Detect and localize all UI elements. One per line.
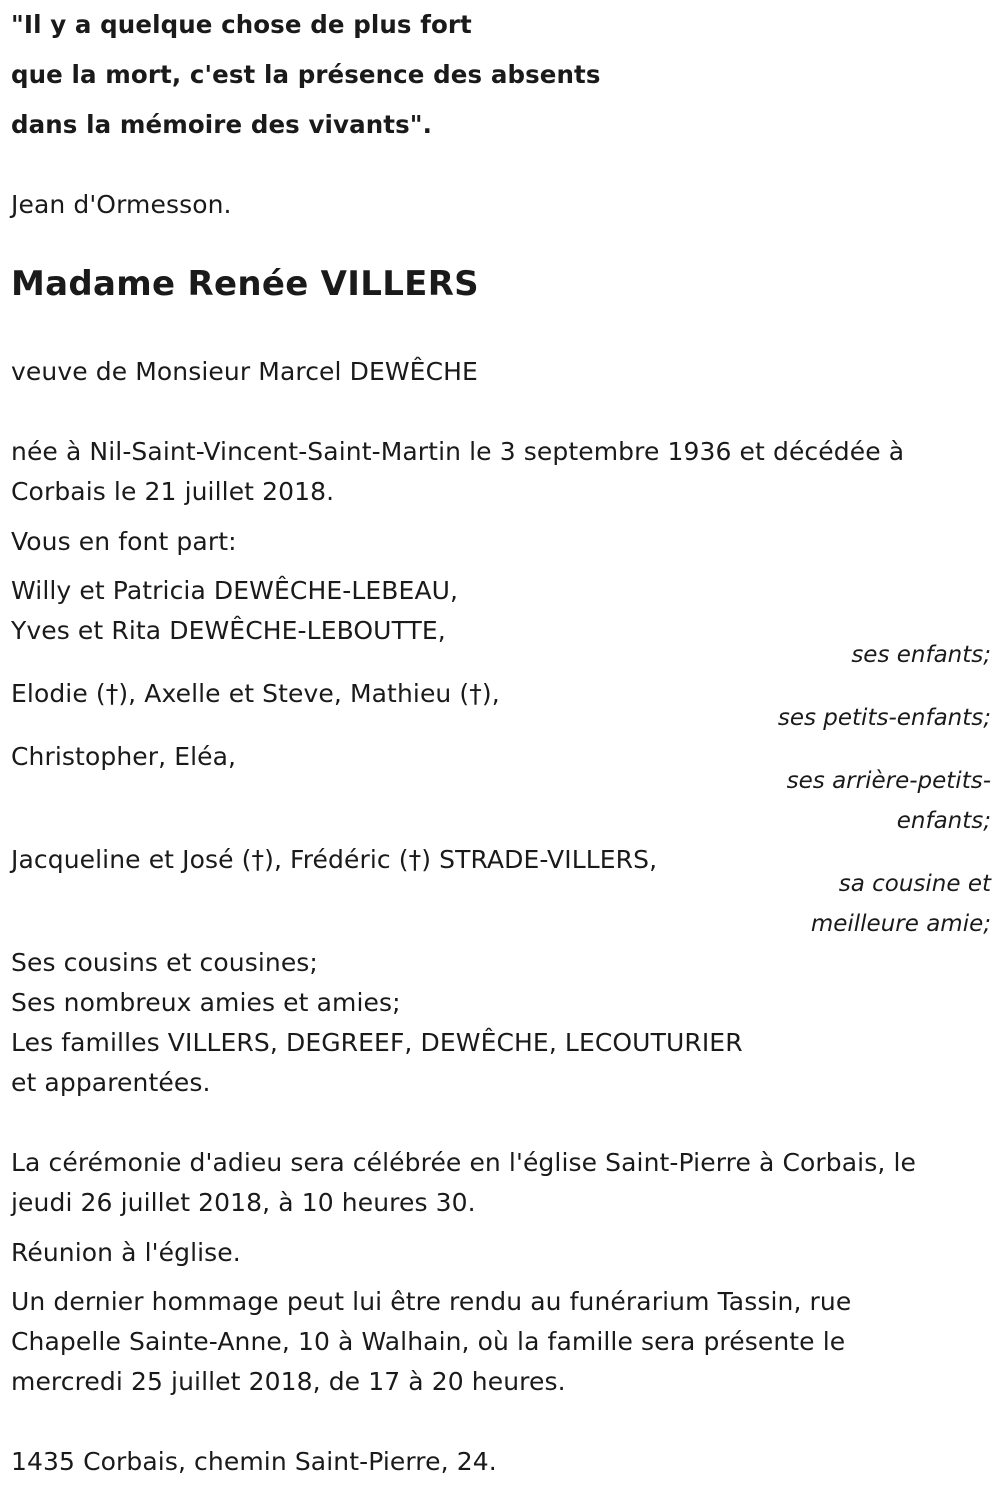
tribute-line-2: Chapelle Sainte-Anne, 10 à Walhain, où la famille sera présente le xyxy=(11,1327,846,1356)
tribute-line-3: mercredi 25 juillet 2018, de 17 à 20 heures. xyxy=(11,1367,566,1396)
children-line-1: Willy et Patricia DEWÊCHE-LEBEAU, xyxy=(11,576,459,605)
great-grandchildren-role-line-1: ses arrière-petits- xyxy=(786,768,991,794)
others-line-2: Ses nombreux amies et amies; xyxy=(11,988,401,1017)
children-role: ses enfants; xyxy=(851,642,991,668)
birth-death-line-1: née à Nil-Saint-Vincent-Saint-Martin le 3 septembre 1936 et décédée à xyxy=(11,437,905,466)
address-line: 1435 Corbais, chemin Saint-Pierre, 24. xyxy=(11,1447,497,1476)
grandchildren-role: ses petits-enfants; xyxy=(777,705,991,731)
deceased-name: Madame Renée VILLERS xyxy=(11,264,479,304)
quote-line-2: que la mort, c'est la présence des absents xyxy=(11,60,601,89)
quote-line-3: dans la mémoire des vivants". xyxy=(11,110,433,139)
birth-death-line-2: Corbais le 21 juillet 2018. xyxy=(11,477,335,506)
cousin-line: Jacqueline et José (†), Frédéric (†) STRADE-VILLERS, xyxy=(11,845,658,874)
ceremony-line-2: jeudi 26 juillet 2018, à 10 heures 30. xyxy=(11,1188,476,1217)
great-grandchildren-role-line-2: enfants; xyxy=(896,808,991,834)
others-line-4: et apparentées. xyxy=(11,1068,211,1097)
spouse-line: veuve de Monsieur Marcel DEWÊCHE xyxy=(11,357,478,386)
children-line-2: Yves et Rita DEWÊCHE-LEBOUTTE, xyxy=(11,616,446,645)
announcement-intro: Vous en font part: xyxy=(11,527,237,556)
others-line-3: Les familles VILLERS, DEGREEF, DEWÊCHE, LECOUTURIER xyxy=(11,1028,743,1057)
quote-author: Jean d'Ormesson. xyxy=(11,190,232,219)
others-line-1: Ses cousins et cousines; xyxy=(11,948,318,977)
ceremony-line-1: La cérémonie d'adieu sera célébrée en l'église Saint-Pierre à Corbais, le xyxy=(11,1148,916,1177)
tribute-line-1: Un dernier hommage peut lui être rendu au funérarium Tassin, rue xyxy=(11,1287,852,1316)
cousin-role-line-1: sa cousine et xyxy=(838,871,991,897)
great-grandchildren-line: Christopher, Eléa, xyxy=(11,742,237,771)
grandchildren-line: Elodie (†), Axelle et Steve, Mathieu (†), xyxy=(11,679,500,708)
cousin-role-line-2: meilleure amie; xyxy=(810,911,991,937)
quote-line-1: "Il y a quelque chose de plus fort xyxy=(11,10,472,39)
meeting-line: Réunion à l'église. xyxy=(11,1238,241,1267)
